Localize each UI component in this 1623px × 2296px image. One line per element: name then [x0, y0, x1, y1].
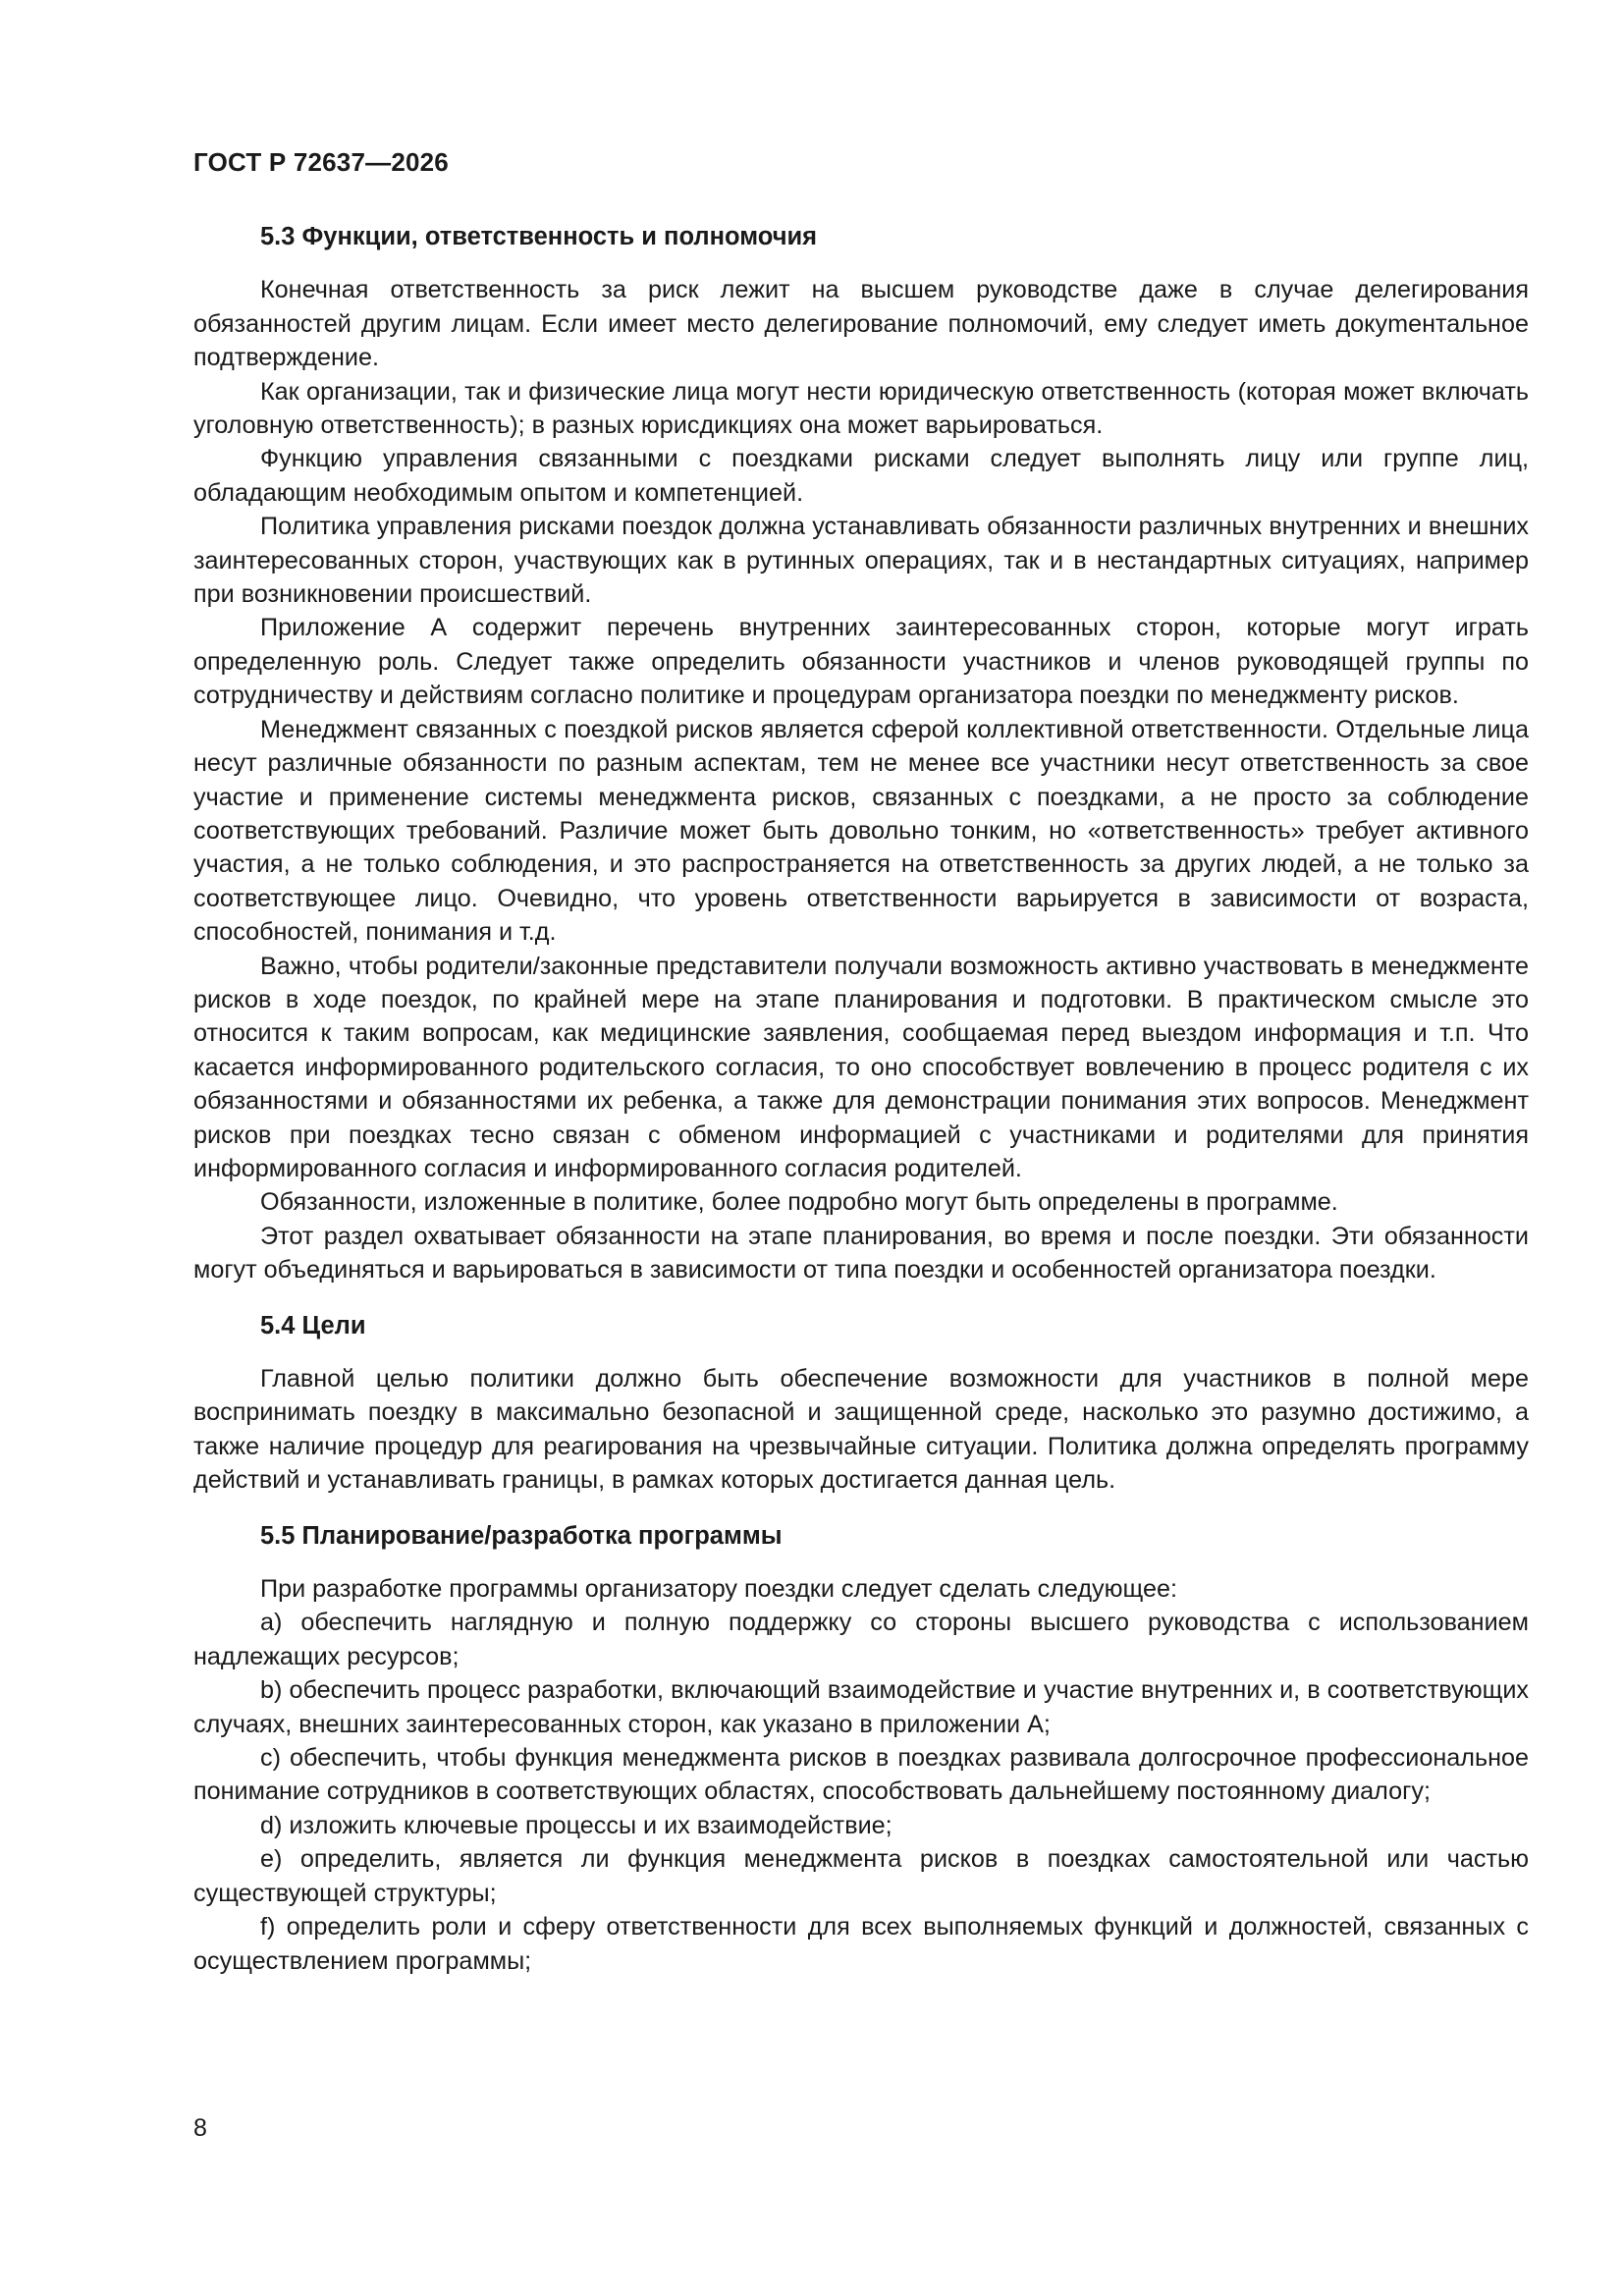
list-item: e) определить, является ли функция менеджмента рисков в поездках самостоятельной или частью существующей структуры; [193, 1845, 1529, 1907]
paragraph: Обязанности, изложенные в политике, более подробно могут быть определены в программе. [260, 1188, 1338, 1217]
section-5-3 [193, 220, 1529, 1287]
page-number: 8 [193, 2114, 207, 2142]
paragraph: При разработке программы организатору поездки следует сделать следующее: [260, 1575, 1178, 1604]
list-item: d) изложить ключевые процессы и их взаимодействие; [260, 1811, 893, 1839]
paragraph: Функцию управления связанными с поездками рисками следует выполнять лицу или группе лиц, обладающим необходимым опытом и компетенцией. [193, 445, 1529, 507]
paragraph: Политика управления рисками поездок должна устанавливать обязанности различных внутренних и внешних заинтересованных сторон, участвующих как в рутинных операциях, так и в нестандартных ситуациях, например при возникновении происшествий. [193, 513, 1529, 609]
list-item: a) обеспечить наглядную и полную поддержку со стороны высшего руководства с использованием надлежащих ресурсов; [193, 1609, 1529, 1670]
list-item: c) обеспечить, чтобы функция менеджмента рисков в поездках развивала долгосрочное профессиональное понимание сотрудников в соответствующих областях, способствовать дальнейшему постоянному диалогу; [193, 1744, 1529, 1806]
document-code: ГОСТ Р 72637—2026 [193, 147, 449, 177]
section-heading: 5.4 Цели [260, 1311, 366, 1339]
paragraph: Как организации, так и физические лица могут нести юридическую ответственность (которая может включать уголовную ответственность); в разных юрисдикциях она может варьироваться. [193, 377, 1529, 440]
section-5-5 [193, 1519, 1529, 1978]
document-body [193, 220, 1529, 1978]
list-item: b) обеспечить процесс разработки, включающий взаимодействие и участие внутренних и, в соответствующих случаях, внешних заинтересованных сторон, как указано в приложении А; [193, 1676, 1529, 1738]
paragraph: Главной целью политики должно быть обеспечение возможности для участников в полной мере воспринимать поездку в максимально безопасной и защищенной среде, насколько это разумно достижимо, а также наличие процедур для реагирования на чрезвычайные ситуации. Политика должна определять программу действий и устанавливать границы, в рамках которых достигается данная цель. [193, 1365, 1529, 1495]
section-heading: 5.3 Функции, ответственность и полномочия [260, 223, 818, 250]
section-heading: 5.5 Планирование/разработка программы [260, 1521, 783, 1550]
section-5-4 [193, 1309, 1529, 1498]
paragraph: Приложение А содержит перечень внутренних заинтересованных сторон, которые могут играть определенную роль. Следует также определить обязанности участников и членов руководящей группы по сотрудничеству и действиям согласно политике и процедурам организатора поездки по менеджменту рисков. [193, 614, 1529, 710]
paragraph: Конечная ответственность за риск лежит на высшем руководстве даже в случае делегирования обязанностей другим лицам. Если имеет место делегирование полномочий, ему следует иметь докуmентальное подтверждение. [193, 276, 1529, 372]
paragraph: Важно, чтобы родители/законные представители получали возможность активно участвовать в менеджменте рисков в ходе поездок, по крайней мере на этапе планирования и подготовки. В практическом смысле это относится к таким вопросам, как медицинские заявления, сообщаемая перед выездом информация и т.п. Что касается информированного родительского согласия, то оно способствует вовлечению в процесс родителя с их обязанностями и обязанностями их ребенка, а также для демонстрации понимания этих вопросов. Менеджмент рисков при поездках тесно связан с обменом информацией с участниками и родителями для принятия информированного согласия и информированного согласия родителей. [193, 952, 1529, 1182]
paragraph: Менеджмент связанных с поездкой рисков является сферой коллективной ответственности. Отдельные лица несут различные обязанности по разным аспектам, тем не менее все участники несут ответственность за свое участие и применение системы менеджмента рисков, связанных с поездками, а не просто за соблюдение соответствующих требований. Различие может быть довольно тонким, но «ответственность» требует активного участия, а не только соблюдения, и это распространяется на ответственность за других людей, а не только за соответствующее лицо. Очевидно, что уровень ответственности варьируется в зависимости от возраста, способностей, понимания и т.д. [193, 715, 1529, 947]
list-item: f) определить роли и сферу ответственности для всех выполняемых функций и должностей, связанных с осуществлением программы; [193, 1913, 1529, 1975]
paragraph: Этот раздел охватывает обязанности на этапе планирования, во время и после поездки. Эти обязанности могут объединяться и варьироваться в зависимости от типа поездки и особенностей организатора поездки. [193, 1222, 1529, 1285]
